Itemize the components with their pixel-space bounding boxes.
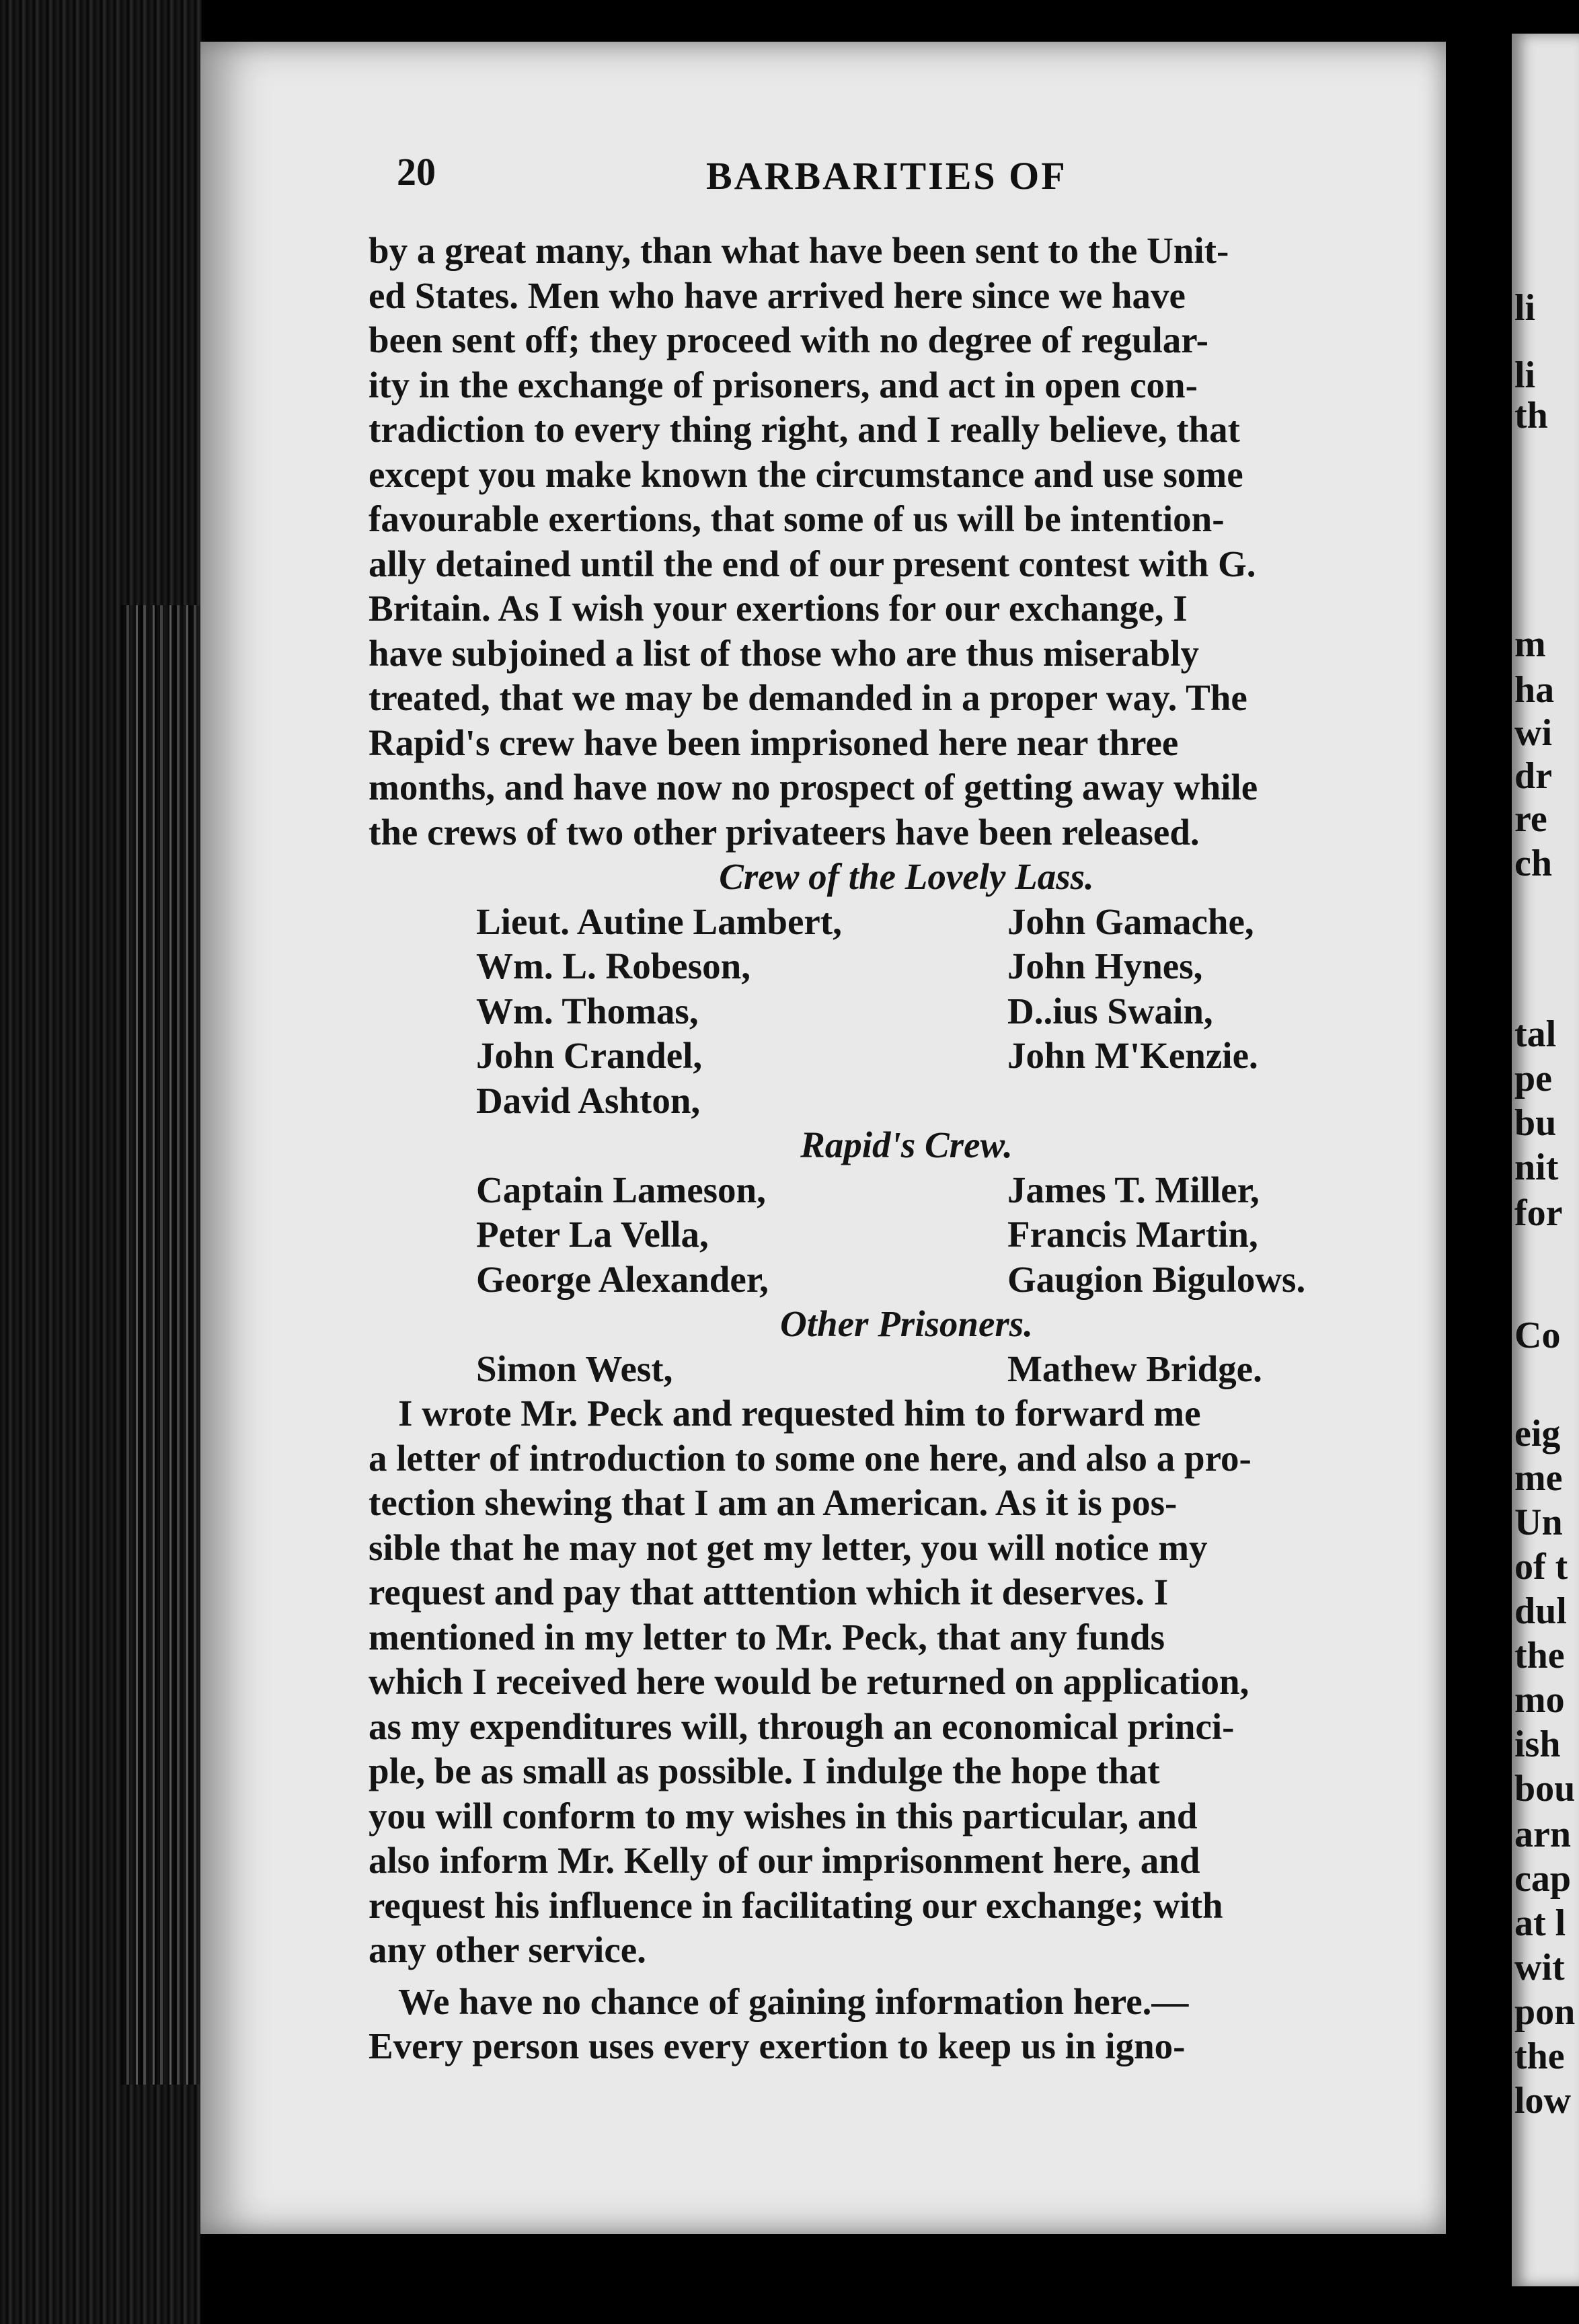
facing-fragment: pon [1514,1991,1576,2033]
facing-fragment: dul [1514,1590,1567,1632]
paragraph-1 [369,229,1404,855]
text-line: I wrote Mr. Peck and requested him to forward me [398,1393,1201,1434]
text-line: by a great many, than what have been sent to the Unit- [369,230,1229,271]
text-line: as my expenditures will, through an economical princi- [369,1705,1235,1747]
facing-fragment: low [1514,2080,1571,2122]
facing-fragment: mo [1514,1679,1565,1721]
facing-fragment: Un [1514,1502,1563,1543]
text-line: ple, be as small as possible. I indulge the hope that [369,1750,1160,1791]
facing-fragment: Co [1514,1315,1561,1356]
facing-fragment: the [1514,2036,1565,2077]
facing-fragment: bu [1514,1102,1557,1144]
facing-fragment: bou [1514,1768,1576,1810]
facing-fragment: re [1514,798,1547,840]
facing-fragment: nit [1514,1147,1559,1188]
prisoner-name: James T. Miller, [1007,1169,1260,1210]
facing-fragment: eig [1514,1413,1561,1455]
facing-fragment: me [1514,1457,1563,1499]
text-line: favourable exertions, that some of us will be intention- [369,498,1225,539]
text-line: treated, that we may be demanded in a proper way. The [369,677,1247,718]
list-heading: Other Prisoners. [780,1303,1033,1344]
text-line: Rapid's crew have been imprisoned here near three [369,722,1179,763]
prisoner-name: John Crandel, [476,1035,703,1076]
facing-fragment: arn [1514,1814,1571,1855]
prisoner-name: John Hynes, [1007,945,1203,986]
text-line: months, and have now no prospect of getting away while [369,767,1258,808]
facing-fragment: for [1514,1192,1563,1234]
text-line: request his influence in facilitating our exchange; with [369,1884,1223,1926]
prisoner-name: David Ashton, [476,1079,701,1121]
prisoner-name: Mathew Bridge. [1007,1348,1262,1389]
prisoner-name: Captain Lameson, [476,1169,766,1210]
facing-fragment: li [1514,354,1536,396]
prisoner-name: Peter La Vella, [476,1214,709,1255]
text-line: been sent off; they proceed with no degree of regular- [369,319,1208,360]
facing-fragment: th [1514,395,1548,436]
text-line: Britain. As I wish your exertions for our exchange, I [369,588,1188,629]
facing-fragment: m [1514,623,1546,665]
prisoner-name: Lieut. Autine Lambert, [476,900,842,942]
text-line: mentioned in my letter to Mr. Peck, that any funds [369,1616,1165,1658]
text-line: sible that he may not get my letter, you will notice my [369,1526,1208,1568]
facing-fragment: of t [1514,1546,1568,1588]
prisoner-name: John Gamache, [1007,900,1254,942]
prisoner-name: George Alexander, [476,1258,769,1300]
text-line: also inform Mr. Kelly of our imprisonment here, and [369,1840,1200,1881]
facing-fragment: wit [1514,1947,1565,1988]
prisoner-name: Simon West, [476,1348,673,1389]
text-line: any other service. [369,1929,646,1970]
text-line: have subjoined a list of those who are thus miserably [369,632,1200,674]
bottom-shadow [200,2234,1446,2324]
prisoner-name: Francis Martin, [1007,1214,1258,1255]
text-line: tection shewing that I am an American. As it is pos- [369,1482,1178,1523]
prisoner-name: Wm. Thomas, [476,990,699,1032]
text-line: which I received here would be returned on application, [369,1661,1249,1702]
list-rapids-crew [369,1123,1404,1302]
facing-fragment: ish [1514,1723,1561,1765]
list-heading: Crew of the Lovely Lass. [719,856,1094,897]
facing-fragment: at l [1514,1902,1566,1944]
text-line: ed States. Men who have arrived here since we have [369,274,1186,316]
facing-fragment: dr [1514,755,1552,797]
list-other-prisoners [369,1302,1404,1391]
facing-fragment: ha [1514,669,1555,711]
list-lovely-lass [369,855,1404,1123]
text-line: the crews of two other privateers have been released. [369,811,1200,853]
text-line: ally detained until the end of our present contest with G. [369,543,1256,584]
facing-fragment: wi [1514,712,1552,754]
prisoner-name: Wm. L. Robeson, [476,945,750,986]
prisoner-name: D..ius Swain, [1007,990,1213,1032]
facing-fragment: tal [1514,1013,1557,1055]
text-line: ity in the exchange of prisoners, and act in open con- [369,364,1198,405]
text-line: a letter of introduction to some one here, and also a pro- [369,1437,1251,1479]
page-header [397,149,1466,210]
page-body [369,229,1404,2069]
facing-fragment: the [1514,1635,1565,1676]
text-line: request and pay that atttention which it deserves. I [369,1572,1169,1613]
text-line: you will conform to my wishes in this particular, and [369,1795,1198,1836]
list-heading: Rapid's Crew. [800,1124,1013,1165]
running-title: BARBARITIES OF [706,154,1067,198]
paragraph-3 [369,1980,1404,2069]
facing-fragment: ch [1514,843,1552,884]
page-gap [1446,42,1512,2324]
facing-fragment: pe [1514,1058,1552,1099]
facing-fragment: cap [1514,1858,1571,1900]
facing-page [1512,34,1579,2286]
paragraph-2 [369,1391,1404,1973]
prisoner-name: Gaugion Bigulows. [1007,1258,1306,1300]
text-line: tradiction to every thing right, and I really believe, that [369,409,1240,450]
facing-fragment: li [1514,287,1536,329]
text-line: except you make known the circumstance and use some [369,453,1243,495]
page-edges [121,605,202,2085]
text-line: We have no chance of gaining information here.— [398,1980,1189,2022]
text-line: Every person uses every exertion to keep us in igno- [369,2025,1186,2066]
page-number: 20 [397,150,436,194]
prisoner-name: John M'Kenzie. [1007,1035,1258,1076]
